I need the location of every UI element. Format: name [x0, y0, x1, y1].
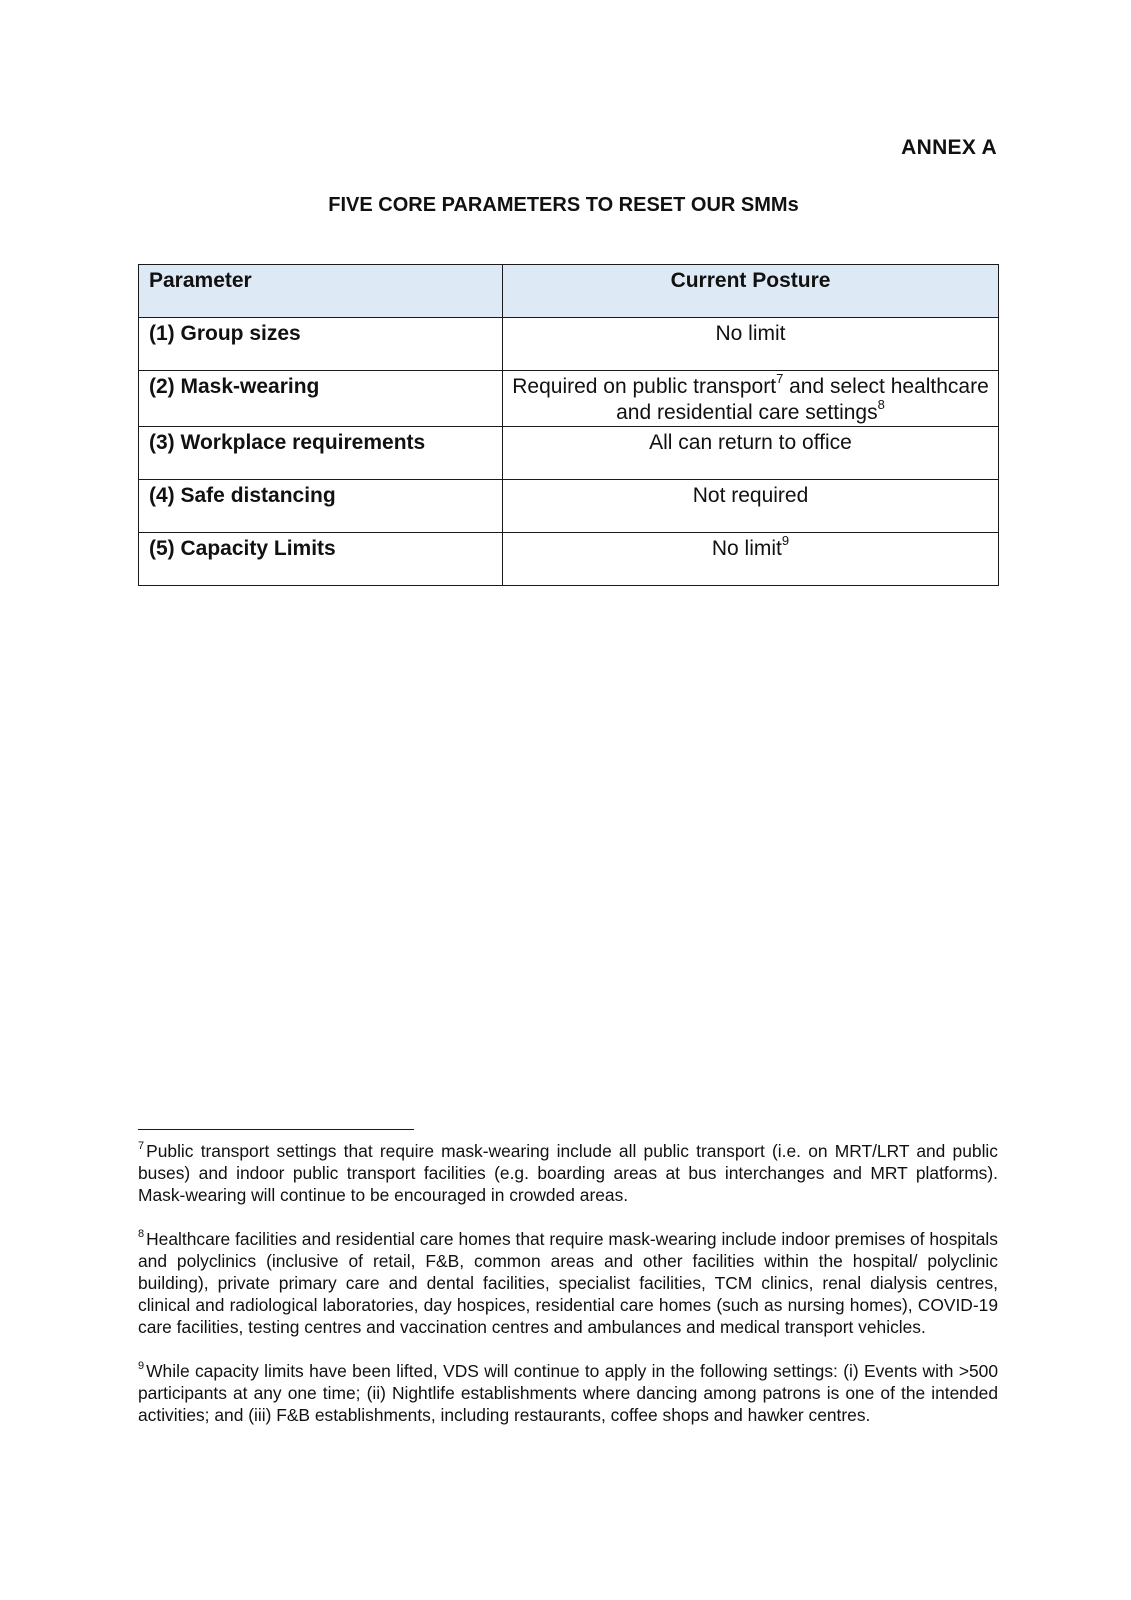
posture-cell: No limit: [503, 318, 999, 371]
footnote-ref: 8: [877, 397, 885, 412]
table-row: [139, 480, 999, 533]
footnote: [138, 1360, 998, 1426]
footnote-ref: 9: [781, 533, 790, 548]
parameter-cell: (2) Mask-wearing: [139, 371, 503, 427]
footnote: [138, 1228, 998, 1338]
table-row: [139, 318, 999, 371]
posture-cell: All can return to office: [503, 427, 999, 480]
parameter-cell: (1) Group sizes: [139, 318, 503, 371]
posture-cell: [503, 371, 999, 427]
footnote-text: Healthcare facilities and residential care homes that require mask-wearing include indoor premises of hospitals and polyclinics (inclusive of retail, F&B, common areas and other facilities within the hospital/ polyclinic building), private primary care and dental facilities, specialist facilities, TCM clinics, renal dialysis centres, clinical and radiological laboratories, day hospices, residential care homes (such as nursing homes), COVID-19 care facilities, testing centres and vaccination centres and ambulances and medical transport vehicles.: [138, 1229, 998, 1337]
column-header-current-posture: Current Posture: [503, 265, 999, 318]
parameter-cell: (5) Capacity Limits: [139, 533, 503, 586]
parameters-table: [138, 264, 999, 586]
posture-text: and select healthcare and residential care settings: [616, 375, 989, 424]
posture-cell: Not required: [503, 480, 999, 533]
parameter-cell: (3) Workplace requirements: [139, 427, 503, 480]
footnote: [138, 1140, 998, 1206]
footnotes: [138, 1140, 998, 1448]
table-row: [139, 427, 999, 480]
footnote-marker: 9: [138, 1360, 145, 1373]
annex-label: ANNEX A: [901, 136, 997, 159]
footnote-text: While capacity limits have been lifted, VDS will continue to apply in the following settings: (i) Events with >500 participants at any one time; (ii) Nightlife establishments where dancing among patrons is one of the intended activities; and (iii) F&B establishments, including restaurants, coffee shops and hawker centres.: [138, 1361, 998, 1425]
table-row: [139, 371, 999, 427]
column-header-parameter: Parameter: [139, 265, 503, 318]
table-row: [139, 533, 999, 586]
footnote-separator: [138, 1129, 414, 1130]
posture-cell: [503, 533, 999, 586]
table-header-row: [139, 265, 999, 318]
footnote-marker: 8: [138, 1228, 145, 1241]
footnote-text: Public transport settings that require mask-wearing include all public transport (i.e. on MRT/LRT and public buses) and indoor public transport facilities (e.g. boarding areas at bus interchanges and MRT platforms). Mask-wearing will continue to be encouraged in crowded areas.: [138, 1141, 998, 1205]
posture-text: Required on public transport: [512, 375, 777, 398]
footnote-ref: 7: [776, 371, 784, 386]
footnote-marker: 7: [138, 1140, 145, 1153]
document-title: FIVE CORE PARAMETERS TO RESET OUR SMMs: [328, 194, 799, 216]
posture-text: No limit: [711, 537, 782, 560]
parameter-cell: (4) Safe distancing: [139, 480, 503, 533]
